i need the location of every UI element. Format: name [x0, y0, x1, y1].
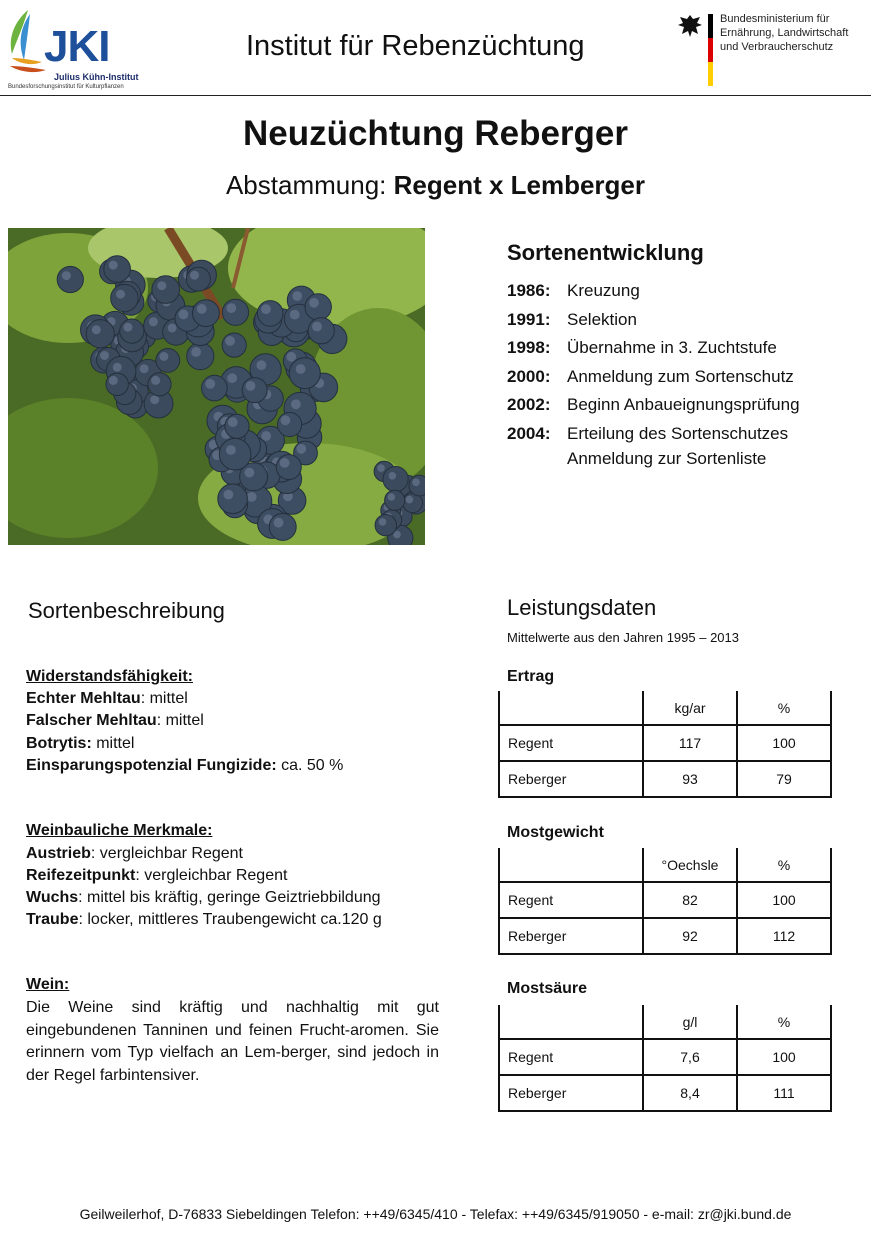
lineage-value: Regent x Lemberger: [393, 170, 646, 200]
berry-highlight: [296, 364, 306, 374]
development-continuation: Anmeldung zur Sortenliste: [567, 449, 767, 468]
value-cell: 92: [643, 918, 737, 954]
development-text: Übernahme in 3. Zuchtstufe: [567, 338, 777, 357]
value-cell: 82: [643, 882, 737, 918]
berry-highlight: [149, 317, 158, 326]
table-header-row: [499, 1005, 831, 1039]
berry-highlight: [261, 431, 271, 441]
berry-highlight: [296, 444, 306, 454]
jki-logo: [4, 4, 149, 92]
development-year: 2004:: [507, 424, 551, 443]
pct-cell: 100: [737, 1039, 831, 1075]
jki-tagline: Bundesforschungsinstitut für Kulturpflanzen: [8, 84, 124, 90]
table-row: [499, 761, 831, 797]
berry-highlight: [123, 323, 132, 332]
berry-highlight: [292, 291, 302, 301]
berry-highlight: [109, 261, 118, 270]
grape-berry: [305, 294, 331, 320]
grape-berry: [187, 343, 214, 370]
grape-berry: [148, 373, 171, 396]
grape-berry: [152, 276, 180, 304]
berry-highlight: [224, 490, 234, 500]
grape-berry: [219, 438, 251, 470]
resistance-heading: Widerstandsfähigkeit:: [26, 668, 193, 685]
variety-cell: Regent: [499, 882, 643, 918]
grape-berry: [308, 318, 334, 344]
development-heading: Sortenentwicklung: [507, 240, 704, 265]
line-label: Wuchs: [26, 889, 79, 906]
lineage: [0, 170, 871, 201]
table-row: [499, 725, 831, 761]
line-label: Traube: [26, 911, 79, 928]
berry-highlight: [286, 352, 296, 362]
development-year: 2002:: [507, 395, 551, 414]
berry-highlight: [388, 493, 396, 501]
jki-name: Julius Kühn-Institut: [54, 72, 139, 82]
berry-highlight: [290, 310, 300, 320]
grape-berry: [242, 378, 267, 403]
berry-highlight: [116, 290, 125, 299]
berry-highlight: [377, 464, 385, 472]
grape-berry: [202, 375, 228, 401]
berry-highlight: [245, 468, 255, 478]
line-value: mittel: [91, 735, 135, 752]
variety-title: Neuzüchtung Reberger: [242, 114, 629, 153]
variety-cell: Regent: [499, 725, 643, 761]
grape-berry: [278, 412, 302, 436]
value-cell: 93: [643, 761, 737, 797]
pct-header: %: [737, 691, 831, 725]
berry-highlight: [179, 310, 189, 320]
pct-cell: 100: [737, 882, 831, 918]
pct-cell: 100: [737, 725, 831, 761]
table-row: [499, 1075, 831, 1111]
contact-footer: Geilweilerhof, D-76833 Siebeldingen Telefon: ++49/6345/410 - Telefax: ++49/6345/919050 - e-mail: zr@jki.bund.de: [79, 1206, 792, 1222]
berry-highlight: [247, 492, 257, 502]
unit-header: °Oechsle: [643, 848, 737, 882]
berry-highlight: [113, 363, 122, 372]
description-heading: Sortenbeschreibung: [28, 598, 225, 623]
unit-header: g/l: [643, 1005, 737, 1039]
grape-berry: [156, 349, 180, 373]
ministry-line: Bundesministerium für: [720, 13, 830, 25]
berry-highlight: [92, 325, 101, 334]
german-flag-icon: [708, 14, 713, 86]
grape-berry: [276, 455, 301, 480]
value-cell: 117: [643, 725, 737, 761]
grape-berry: [257, 301, 283, 327]
berry-highlight: [190, 271, 199, 280]
development-text: Kreuzung: [567, 281, 640, 300]
pct-header: %: [737, 1005, 831, 1039]
resistance-line: [26, 757, 343, 775]
line-value: : mittel bis kräftig, geringe Geiztriebbildung: [78, 889, 381, 906]
berry-highlight: [257, 360, 267, 370]
grape-berry: [222, 333, 246, 357]
ministry-name: [720, 12, 848, 54]
grape-berry: [269, 513, 296, 540]
development-text: Selektion: [567, 310, 637, 329]
berry-highlight: [246, 381, 256, 391]
grape-berry: [111, 284, 138, 311]
berry-highlight: [291, 399, 301, 409]
table-title-must-acid: Mostsäure: [507, 980, 588, 997]
berry-highlight: [226, 445, 236, 455]
grape-berry: [57, 266, 83, 292]
table-cell: [499, 1005, 643, 1039]
line-value: : mittel: [156, 712, 204, 729]
berry-highlight: [151, 376, 160, 385]
berry-highlight: [309, 298, 319, 308]
pct-header: %: [737, 848, 831, 882]
table-row: [499, 918, 831, 954]
yield-table: [498, 691, 832, 798]
table-row: [499, 1039, 831, 1075]
grape-berry: [218, 484, 248, 514]
ministry-line: und Verbraucherschutz: [720, 41, 834, 53]
grape-berry: [86, 320, 114, 348]
berry-highlight: [228, 417, 238, 427]
institute-title: Institut für Rebenzüchtung: [246, 30, 585, 62]
variety-cell: Reberger: [499, 761, 643, 797]
grape-berry: [385, 490, 405, 510]
wine-description: Die Weine sind kräftig und nachhaltig mit gut eingebundenen Tanninen und feinen Frucht-aromen. Sie erinnern vom Typ vielfach an Lem-berger, sind jedoch in der Regel farbintensiver.: [26, 999, 439, 1084]
line-label: Echter Mehltau: [26, 690, 141, 707]
viticulture-heading: Weinbauliche Merkmale:: [26, 822, 213, 839]
development-item: [507, 424, 788, 444]
grape-berry: [186, 267, 210, 291]
development-year: 1991:: [507, 310, 551, 329]
line-label: Einsparungspotenzial Fungizide:: [26, 757, 277, 774]
value-cell: 8,4: [643, 1075, 737, 1111]
development-year: 2000:: [507, 367, 551, 386]
performance-heading: Leistungsdaten: [507, 595, 657, 620]
leaf-icon: [6, 8, 48, 78]
ministry-logo: [672, 8, 862, 88]
berry-highlight: [280, 458, 290, 468]
line-value: : locker, mittleres Traubengewicht ca.120 g: [78, 911, 382, 928]
berry-highlight: [150, 395, 159, 404]
resistance-line: [26, 712, 204, 730]
variety-cell: Reberger: [499, 1075, 643, 1111]
berry-highlight: [100, 351, 109, 360]
line-label: Botrytis:: [26, 735, 92, 752]
grape-berry: [222, 299, 248, 325]
must-weight-table: [498, 848, 832, 955]
value-cell: 7,6: [643, 1039, 737, 1075]
development-item: [507, 338, 777, 358]
pct-cell: 112: [737, 918, 831, 954]
unit-header: kg/ar: [643, 691, 737, 725]
table-cell: [499, 848, 643, 882]
development-item: [507, 395, 800, 415]
viticulture-line: [26, 867, 287, 885]
berry-highlight: [205, 379, 215, 389]
resistance-line: [26, 690, 188, 708]
viticulture-line: [26, 889, 381, 907]
line-label: Reifezeitpunkt: [26, 867, 136, 884]
grape-berry: [375, 515, 396, 536]
table-row: [499, 882, 831, 918]
grape-berry: [120, 319, 144, 343]
variety-cell: Regent: [499, 1039, 643, 1075]
wine-heading: Wein:: [26, 976, 70, 993]
berry-highlight: [389, 472, 397, 480]
line-value: : mittel: [140, 690, 188, 707]
development-year: 1986:: [507, 281, 551, 300]
development-text: Erteilung des Sortenschutzes: [567, 424, 789, 443]
berry-highlight: [225, 336, 235, 346]
grape-berry: [193, 300, 220, 327]
variety-cell: Reberger: [499, 918, 643, 954]
berry-highlight: [379, 518, 387, 526]
performance-subheading: Mittelwerte aus den Jahren 1995 – 2013: [507, 630, 739, 645]
grape-berry: [104, 256, 131, 283]
page-header: [0, 0, 871, 96]
berry-highlight: [227, 373, 237, 383]
line-label: Falscher Mehltau: [26, 712, 157, 729]
viticulture-line: [26, 911, 382, 929]
development-text: Beginn Anbaueignungsprüfung: [567, 395, 800, 414]
berry-highlight: [312, 322, 322, 332]
berry-highlight: [191, 347, 201, 357]
berry-highlight: [168, 324, 177, 333]
federal-eagle-icon: [676, 12, 704, 40]
pct-cell: 111: [737, 1075, 831, 1111]
grape-berry: [106, 373, 128, 395]
lineage-label: Abstammung:: [225, 170, 394, 200]
berry-highlight: [261, 304, 271, 314]
development-year: 1998:: [507, 338, 551, 357]
table-cell: [499, 691, 643, 725]
line-label: Austrieb: [26, 845, 91, 862]
ministry-line: Ernährung, Landwirtschaft: [720, 27, 849, 39]
berry-highlight: [197, 304, 207, 314]
development-text: Anmeldung zum Sortenschutz: [567, 367, 794, 386]
must-acid-table: [498, 1005, 832, 1112]
berry-highlight: [412, 479, 420, 487]
jki-logo-text: JKI: [44, 22, 110, 71]
table-header-row: [499, 848, 831, 882]
development-item: [507, 367, 794, 387]
berry-highlight: [109, 376, 118, 385]
berry-highlight: [281, 415, 291, 425]
berry-highlight: [157, 281, 166, 290]
berry-highlight: [274, 518, 284, 528]
resistance-line: [26, 735, 134, 753]
berry-highlight: [159, 352, 168, 361]
pct-cell: 79: [737, 761, 831, 797]
line-value: ca. 50 %: [276, 757, 344, 774]
berry-highlight: [140, 364, 149, 373]
line-value: : vergleichbar Regent: [90, 845, 243, 862]
table-title-yield: Ertrag: [507, 668, 555, 685]
table-title-must-weight: Mostgewicht: [507, 824, 604, 841]
berry-highlight: [226, 303, 236, 313]
grape-photo: [8, 228, 425, 545]
grape-berry: [289, 358, 320, 389]
grape-berry: [225, 414, 249, 438]
table-header-row: [499, 691, 831, 725]
grape-cluster-illustration: [8, 228, 425, 545]
development-item: [507, 281, 640, 301]
viticulture-line: [26, 845, 243, 863]
development-item: [507, 310, 637, 330]
line-value: : vergleichbar Regent: [135, 867, 288, 884]
berry-highlight: [62, 271, 71, 280]
grape-berry: [383, 467, 408, 492]
berry-highlight: [406, 496, 414, 504]
